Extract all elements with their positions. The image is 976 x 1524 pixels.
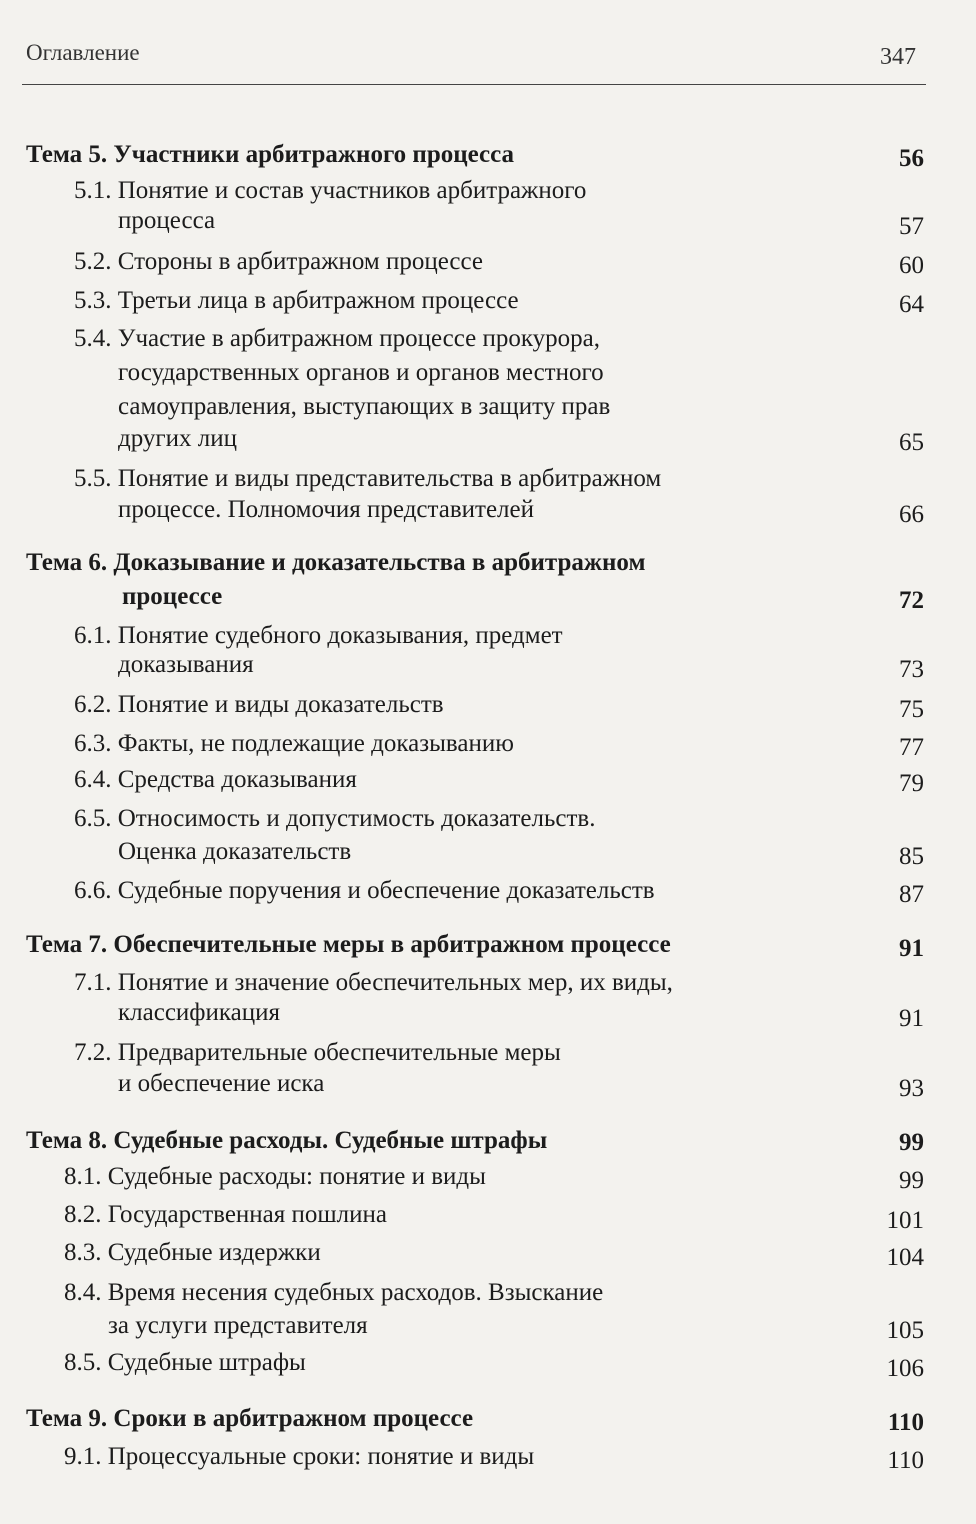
toc-topic-5-page: 56 <box>899 145 924 172</box>
toc-topic-8-page: 99 <box>899 1129 924 1156</box>
toc-section-7-2-line-1: 7.2. Предварительные обеспечительные меры <box>74 1039 561 1066</box>
toc-section-6-2-line-1: 6.2. Понятие и виды доказательств <box>74 691 444 718</box>
toc-section-8-4-line-2: за услуги представителя <box>108 1312 368 1339</box>
toc-section-5-1-line-1: 5.1. Понятие и состав участников арбитражного <box>74 177 587 204</box>
toc-section-5-2-line-1: 5.2. Стороны в арбитражном процессе <box>74 248 484 275</box>
toc-section-5-4-line-2: государственных органов и органов местного <box>118 359 604 386</box>
toc-section-5-4-line-4: других лиц <box>118 425 238 452</box>
toc-section-6-5-line-1: 6.5. Относимость и допустимость доказательств. <box>74 805 596 832</box>
toc-topic-5-title-line-1: Тема 5. Участники арбитражного процесса <box>26 141 515 168</box>
toc-section-5-1-line-2: процесса <box>118 207 216 234</box>
toc-section-6-5-line-2: Оценка доказательств <box>118 838 352 865</box>
running-header-title: Оглавление <box>26 40 140 65</box>
toc-section-6-5-page: 85 <box>899 843 924 870</box>
toc-section-8-5-line-1: 8.5. Судебные штрафы <box>64 1349 306 1376</box>
toc-section-5-1-page: 57 <box>899 213 924 240</box>
toc-topic-8-title-line-1: Тема 8. Судебные расходы. Судебные штрафы <box>26 1127 548 1154</box>
toc-section-6-4-line-1: 6.4. Средства доказывания <box>74 766 357 793</box>
toc-section-8-3-line-1: 8.3. Судебные издержки <box>64 1239 321 1266</box>
toc-topic-6-title-line-1: Тема 6. Доказывание и доказательства в арбитражном <box>26 549 646 576</box>
toc-section-9-1-line-1: 9.1. Процессуальные сроки: понятие и виды <box>64 1443 535 1470</box>
toc-section-8-2-page: 101 <box>886 1207 924 1234</box>
toc-section-8-4-line-1: 8.4. Время несения судебных расходов. Взыскание <box>64 1279 604 1306</box>
toc-section-8-5-page: 106 <box>886 1355 924 1382</box>
toc-section-5-4-line-3: самоуправления, выступающих в защиту прав <box>118 393 611 420</box>
toc-topic-7-title-line-1: Тема 7. Обеспечительные меры в арбитражном процессе <box>26 931 671 958</box>
toc-section-8-1-page: 99 <box>899 1167 924 1194</box>
toc-section-6-6-page: 87 <box>899 881 924 908</box>
toc-section-5-5-page: 66 <box>899 501 924 528</box>
toc-topic-6-page: 72 <box>899 587 924 614</box>
toc-section-5-3-line-1: 5.3. Третьи лица в арбитражном процессе <box>74 287 519 314</box>
toc-section-6-1-line-1: 6.1. Понятие судебного доказывания, предмет <box>74 622 563 649</box>
toc-section-5-4-page: 65 <box>899 429 924 456</box>
toc-section-6-2-page: 75 <box>899 696 924 723</box>
toc-section-7-2-page: 93 <box>899 1075 924 1102</box>
toc-topic-9-title-line-1: Тема 9. Сроки в арбитражном процессе <box>26 1405 474 1432</box>
toc-topic-7-page: 91 <box>899 935 924 962</box>
toc-section-6-3-page: 77 <box>899 734 924 761</box>
toc-section-6-1-line-2: доказывания <box>118 651 254 678</box>
toc-section-8-4-page: 105 <box>886 1317 924 1344</box>
toc-section-6-3-line-1: 6.3. Факты, не подлежащие доказыванию <box>74 730 514 757</box>
toc-topic-6-title-line-2: процессе <box>122 583 223 610</box>
toc-section-7-2-line-2: и обеспечение иска <box>118 1070 325 1097</box>
toc-section-8-2-line-1: 8.2. Государственная пошлина <box>64 1201 387 1228</box>
toc-section-7-1-page: 91 <box>899 1005 924 1032</box>
toc-section-6-1-page: 73 <box>899 656 924 683</box>
toc-section-7-1-line-1: 7.1. Понятие и значение обеспечительных мер, их виды, <box>74 969 673 996</box>
header-divider <box>22 84 926 85</box>
toc-section-5-4-line-1: 5.4. Участие в арбитражном процессе прокурора, <box>74 325 601 352</box>
toc-section-5-5-line-2: процессе. Полномочия представителей <box>118 496 534 523</box>
toc-section-6-4-page: 79 <box>899 770 924 797</box>
toc-section-7-1-line-2: классификация <box>118 999 280 1026</box>
toc-section-5-3-page: 64 <box>899 291 924 318</box>
running-header-page-number: 347 <box>880 44 916 70</box>
toc-section-6-6-line-1: 6.6. Судебные поручения и обеспечение доказательств <box>74 877 655 904</box>
toc-topic-9-page: 110 <box>887 1409 924 1436</box>
toc-section-9-1-page: 110 <box>887 1447 924 1474</box>
toc-section-5-2-page: 60 <box>899 252 924 279</box>
toc-section-8-3-page: 104 <box>886 1244 924 1271</box>
toc-section-5-5-line-1: 5.5. Понятие и виды представительства в арбитражном <box>74 465 662 492</box>
toc-section-8-1-line-1: 8.1. Судебные расходы: понятие и виды <box>64 1163 486 1190</box>
